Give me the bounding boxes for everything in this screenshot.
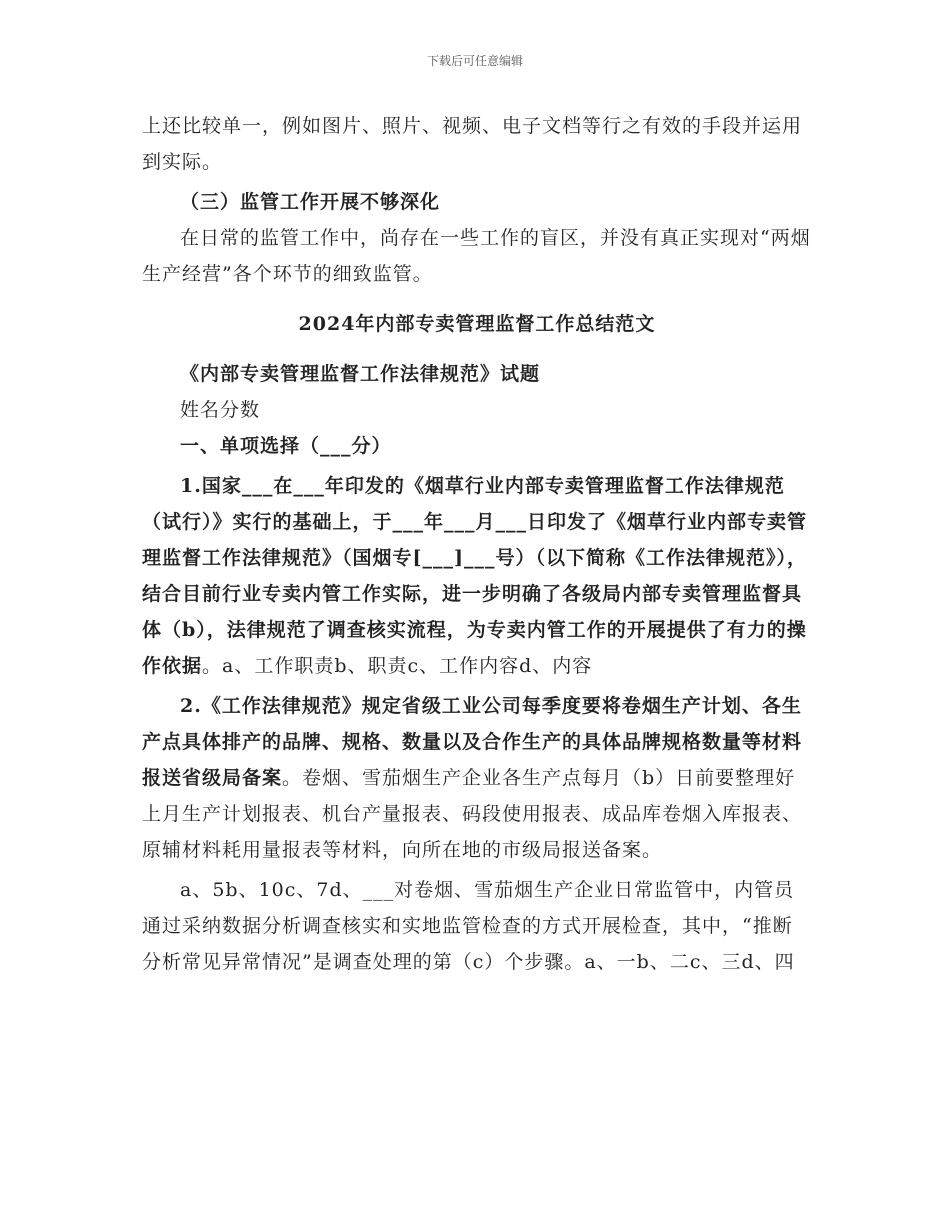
question-3: a、5b、10c、7d、___对卷烟、雪茄烟生产企业日常监管中，内管员通过采纳数据分析调查核实和实地监管检查的方式开展检查，其中，“推断分析常见异常情况”是调查处理的第（c）个步骤。a、一b、二c、三d、四 xyxy=(142,879,795,973)
question-1-stem: 1.国家___在___年印发的《烟草行业内部专卖管理监督工作法律规范（试行）》实行的基础上，于___年___月___日印发了《烟草行业内部专卖管理监督工作法律规范》（国烟专[___]___号）（以下简称《工作法律规范》），结合目前行业专卖内管工作实际，进一步明确了各级局内部专卖管理监督具体（b），法律规范了调查核实流程，为专卖内管工作的开展提供了有力的操作依据 xyxy=(142,475,808,677)
question-1 xyxy=(142,468,812,684)
paragraph-blind-spots: 在日常的监管工作中，尚存在一些工作的盲区，并没有真正实现对“两烟生产经营”各个环节的细致监管。 xyxy=(142,227,811,285)
section-single-choice: 一、单项选择（___分） xyxy=(180,435,392,457)
question-1-options: 。a、工作职责b、职责c、工作内容d、内容 xyxy=(202,655,593,677)
question-2-stem: 2.《工作法律规范》规定省级工业公司每季度要将卷烟生产计划、各生产点具体排产的品牌、规格、数量以及合作生产的具体品牌规格数量等材料报送省级局备案 xyxy=(142,695,803,789)
document-body xyxy=(142,108,812,980)
exam-title: 《内部专卖管理监督工作法律规范》试题 xyxy=(180,363,541,385)
page-header: 下载后可任意编辑 xyxy=(426,54,523,68)
question-2 xyxy=(142,688,812,868)
name-score-line: 姓名分数 xyxy=(180,399,261,421)
paragraph-continuation: 上还比较单一，例如图片、照片、视频、电子文档等行之有效的手段并运用到实际。 xyxy=(142,115,803,173)
document-title: 2024年内部专卖管理监督工作总结范文 xyxy=(298,313,656,335)
question-2-text: 。卷烟、雪茄烟生产企业各生产点每月（b）日前要整理好上月生产计划报表、机台产量报表、码段使用报表、成品库卷烟入库报表、原辅材料耗用量报表等材料，向所在地的市级局报送备案。 xyxy=(142,767,803,861)
section-heading-3: （三）监管工作开展不够深化 xyxy=(180,191,441,213)
